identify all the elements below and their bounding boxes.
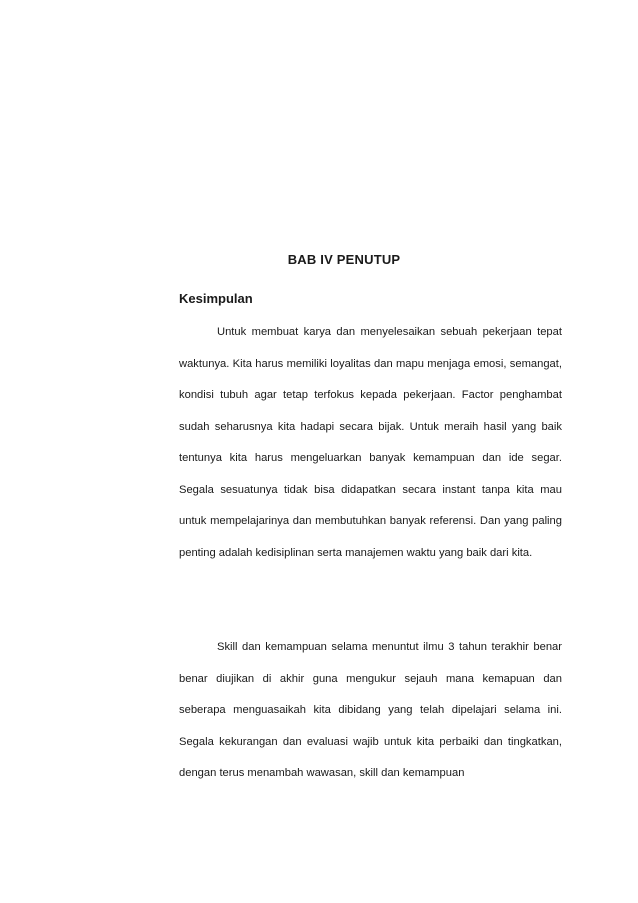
- chapter-title: BAB IV PENUTUP: [287, 252, 401, 267]
- paragraph-1: Untuk membuat karya dan menyelesaikan sebuah pekerjaan tepat waktunya. Kita harus memiliki loyalitas dan mapu menjaga emosi, semangat, kondisi tubuh agar tetap terfokus kepada pekerjaan. Factor penghambat sudah seharusnya kita hadapi secara bijak. Untuk meraih hasil yang baik tentunya kita harus mengeluarkan banyak kemampuan dan ide segar. Segala sesuatunya tidak bisa didapatkan secara instant tanpa kita mau untuk mempelajarinya dan membutuhkan banyak referensi. Dan yang paling penting adalah kedisiplinan serta manajemen waktu yang baik dari kita.: [179, 326, 562, 559]
- section-heading: Kesimpulan: [179, 291, 253, 306]
- paragraph-2: Skill dan kemampuan selama menuntut ilmu 3 tahun terakhir benar benar diujikan di akhir guna mengukur sejauh mana kemapuan dan seberapa menguasaikah kita dibidang yang telah dipelajari selama ini. Segala kekurangan dan evaluasi wajib untuk kita perbaiki dan tingkatkan, dengan terus menambah wawasan, skill dan kemampuan: [179, 641, 562, 779]
